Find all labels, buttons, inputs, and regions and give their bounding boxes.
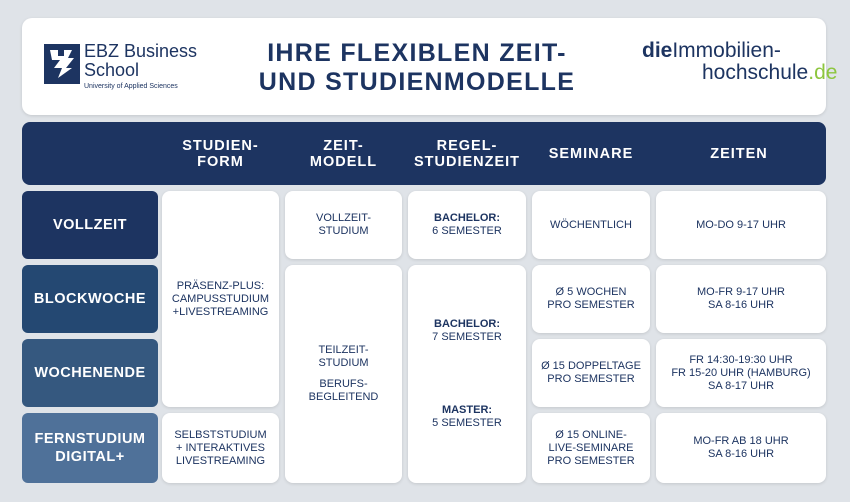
- col-header-regel-l2: STUDIENZEIT: [413, 153, 521, 170]
- studienform-selbst-l2: + INTERAKTIVES: [176, 441, 265, 454]
- studienform-praesenz-l2: CAMPUSSTUDIUM: [171, 292, 270, 305]
- studienform-selbst-l1: SELBSTSTUDIUM: [174, 428, 267, 441]
- cell-seminare-wochenende: [532, 339, 650, 407]
- zeitmodell-vollzeit-l1: VOLLZEIT-: [315, 212, 372, 224]
- regel-bachelor-value: 7 SEMESTER: [432, 331, 502, 343]
- col-header-seminare: [532, 122, 650, 185]
- cell-zeitmodell-vollzeit: [285, 191, 402, 259]
- col-header-regel-l1: REGEL-: [436, 137, 498, 154]
- row-label-fernstudium-l2: DIGITAL+: [55, 449, 125, 465]
- seminare-fernstudium-l1: Ø 15 ONLINE-: [555, 428, 627, 441]
- cell-zeiten-vollzeit: [656, 191, 826, 259]
- zeitmodell-berufs-l1: BERUFS-: [319, 378, 368, 390]
- cell-seminare-vollzeit: [532, 191, 650, 259]
- col-header-zeitmodell-l1: ZEIT-: [323, 137, 364, 154]
- regel-vollzeit-value: 6 SEMESTER: [432, 225, 502, 237]
- row-label-blockwoche: BLOCKWOCHE: [22, 265, 158, 333]
- zeiten-wochenende-l2: FR 15-20 UHR (HAMBURG): [671, 366, 811, 379]
- seminare-blockwoche-l2: PRO SEMESTER: [547, 299, 635, 311]
- studienform-selbst-l3: LIVESTREAMING: [175, 454, 266, 467]
- brand-part1: die: [642, 39, 673, 62]
- zeiten-wochenende-l1: FR 14:30-19:30 UHR: [689, 353, 793, 366]
- ebz-logo-text: [84, 42, 197, 90]
- title-line2: UND STUDIENMODELLE: [258, 68, 576, 96]
- col-header-zeiten: [656, 122, 822, 185]
- cell-zeitmodell-teilzeit: [285, 265, 402, 483]
- regel-master-value: 5 SEMESTER: [432, 417, 502, 429]
- title-line1: IHRE FLEXIBLEN ZEIT-: [267, 39, 567, 67]
- zeiten-fernstudium-l2: SA 8-16 UHR: [707, 448, 775, 460]
- seminare-fernstudium-l3: PRO SEMESTER: [547, 454, 635, 467]
- zeiten-fernstudium-l1: MO-FR AB 18 UHR: [693, 435, 789, 447]
- studienform-praesenz-l1: PRÄSENZ-PLUS:: [176, 279, 265, 292]
- page-title: [227, 39, 607, 97]
- col-header-studienform-l1: STUDIEN-: [182, 137, 259, 154]
- seminare-vollzeit-l1: WÖCHENTLICH: [550, 218, 632, 231]
- brand-logo: [642, 40, 837, 84]
- zeiten-vollzeit-l1: MO-DO 9-17 UHR: [696, 218, 786, 231]
- seminare-fernstudium-l2: LIVE-SEMINARE: [548, 441, 634, 454]
- regel-master-label: MASTER:: [441, 404, 493, 416]
- regel-bachelor-label: BACHELOR:: [434, 318, 500, 330]
- row-label-fernstudium-l1: FERNSTUDIUM: [34, 431, 146, 447]
- col-header-regelstudienzeit: [408, 122, 526, 185]
- cell-zeiten-wochenende: [656, 339, 826, 407]
- zeitmodell-teilzeit-l1: TEILZEIT-: [318, 344, 369, 356]
- logo-line1: EBZ Business: [84, 41, 198, 61]
- row-label-fernstudium: [22, 413, 158, 483]
- col-header-studienform: [162, 122, 279, 185]
- row-label-wochenende: WOCHENENDE: [22, 339, 158, 407]
- cell-studienform-praesenz: [162, 191, 279, 407]
- cell-regel-vollzeit: [408, 191, 526, 259]
- brand-part3: hochschule: [702, 61, 809, 84]
- row-label-vollzeit: VOLLZEIT: [22, 191, 158, 259]
- regel-vollzeit-label: BACHELOR:: [434, 212, 500, 224]
- studienform-praesenz-l3: +LIVESTREAMING: [172, 305, 269, 318]
- header-card: [22, 18, 838, 115]
- seminare-blockwoche-l1: Ø 5 WOCHEN: [555, 286, 627, 298]
- seminare-wochenende-l1: Ø 15 DOPPELTAGE: [541, 360, 641, 372]
- brand-part2: Immobilien-: [672, 39, 781, 62]
- zeiten-blockwoche-l1: MO-FR 9-17 UHR: [696, 286, 785, 298]
- zeiten-blockwoche-l2: SA 8-16 UHR: [707, 299, 775, 311]
- zeitmodell-berufs-l2: BEGLEITEND: [308, 391, 379, 403]
- table-header-row: [22, 122, 826, 185]
- col-header-studienform-l2: FORM: [197, 153, 244, 170]
- logo-line2: School: [84, 60, 140, 80]
- seminare-wochenende-l2: PRO SEMESTER: [547, 373, 635, 385]
- col-header-zeitmodell: [285, 122, 402, 185]
- col-header-zeiten-l1: ZEITEN: [710, 145, 768, 162]
- col-header-seminare-l1: SEMINARE: [548, 145, 634, 162]
- cell-seminare-fernstudium: [532, 413, 650, 483]
- zeitmodell-teilzeit-l2: STUDIUM: [318, 357, 369, 369]
- cell-regel-teilzeit: [408, 265, 526, 483]
- brand-part4: .de: [808, 61, 838, 84]
- cell-zeiten-blockwoche: [656, 265, 826, 333]
- cell-zeiten-fernstudium: [656, 413, 826, 483]
- zeiten-wochenende-l3: SA 8-17 UHR: [707, 379, 775, 392]
- col-header-zeitmodell-l2: MODELL: [309, 153, 378, 170]
- logo-subtitle: University of Applied Sciences: [84, 83, 178, 90]
- zeitmodell-vollzeit-l2: STUDIUM: [318, 225, 369, 237]
- cell-studienform-selbst: [162, 413, 279, 483]
- cell-seminare-blockwoche: [532, 265, 650, 333]
- ebz-logo-icon: [44, 44, 80, 84]
